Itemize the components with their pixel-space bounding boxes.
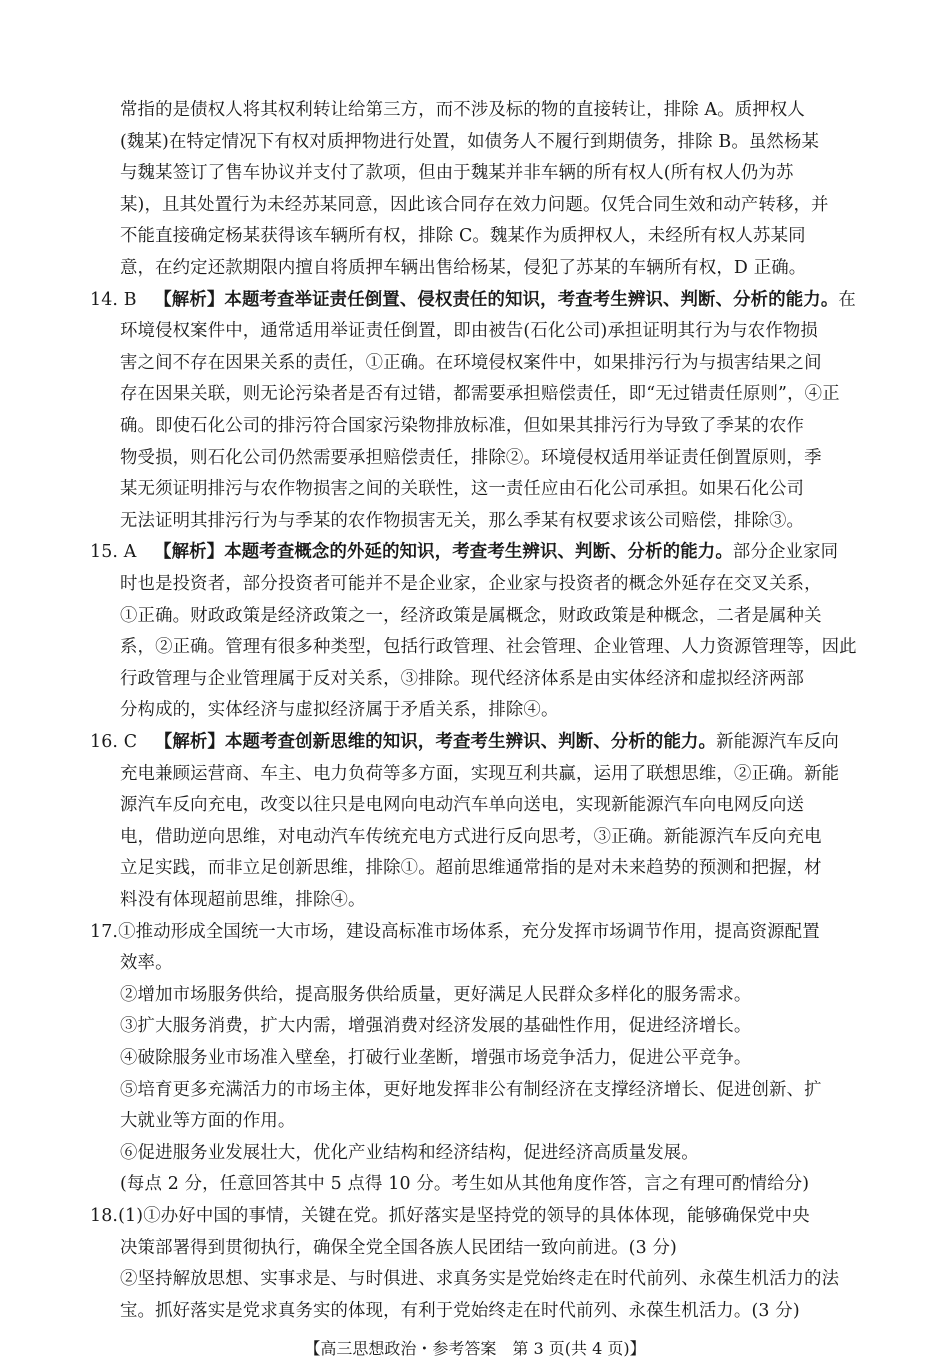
text-line: 与魏某签订了售车协议并支付了款项，但由于魏某并非车辆的所有权人(所有权人仍为苏 bbox=[120, 163, 794, 183]
text-line: 存在因果关联，则无论污染者是否有过错，都需要承担赔偿责任，即“无过错责任原则”，④正 bbox=[120, 384, 840, 404]
question-number: 15. A bbox=[90, 542, 137, 562]
question-first-line bbox=[90, 921, 820, 943]
text-segment: 部分企业家同 bbox=[732, 542, 839, 562]
analysis-heading: 【解析】本题考查创新思维的知识，考查考生辨识、判断、分析的能力。 bbox=[154, 732, 717, 752]
text-line: 源汽车反向充电，改变以往只是电网向电动汽车单向送电，实现新能源汽车向电网反向送 bbox=[120, 795, 805, 815]
question-first-line bbox=[90, 1205, 810, 1227]
text-line: ②坚持解放思想、实事求是、与时俱进、求真务实是党始终走在时代前列、永葆生机活力的法 bbox=[120, 1269, 840, 1289]
text-line: ⑤培育更多充满活力的市场主体，更好地发挥非公有制经济在支撑经济增长、促进创新、扩 bbox=[120, 1080, 822, 1100]
analysis-heading: 【解析】本题考查概念的外延的知识，考查考生辨识、判断、分析的能力。 bbox=[154, 542, 733, 562]
page-footer: 【高三思想政治・参考答案 第 3 页(共 4 页)】 bbox=[304, 1339, 646, 1358]
text-line: 决策部署得到贯彻执行，确保全党全国各族人民团结一致向前进。(3 分) bbox=[120, 1238, 677, 1258]
text-line: 电，借助逆向思维，对电动汽车传统充电方式进行反向思考，③正确。新能源汽车反向充电 bbox=[120, 827, 822, 847]
text-line: 害之间不存在因果关系的责任，①正确。在环境侵权案件中，如果排污行为与损害结果之间 bbox=[120, 353, 822, 373]
text-segment: (1)①办好中国的事情，关键在党。抓好落实是坚持党的领导的具体体现，能够确保党中央 bbox=[118, 1206, 810, 1226]
question-number: 16. C bbox=[90, 732, 138, 752]
text-line: 意，在约定还款期限内擅自将质押车辆出售给杨某，侵犯了苏某的车辆所有权，D 正确。 bbox=[120, 258, 807, 278]
text-line: 效率。 bbox=[120, 953, 173, 973]
text-line: 大就业等方面的作用。 bbox=[120, 1111, 296, 1131]
text-line: 不能直接确定杨某获得该车辆所有权，排除 C。魏某作为质押权人，未经所有权人苏某同 bbox=[120, 226, 806, 246]
text-segment: 新能源汽车反向 bbox=[716, 732, 839, 752]
analysis-heading: 【解析】本题考查举证责任倒置、侵权责任的知识，考查考生辨识、判断、分析的能力。 bbox=[154, 290, 839, 310]
text-line: 环境侵权案件中，通常适用举证责任倒置，即由被告(石化公司)承担证明其行为与农作物损 bbox=[120, 321, 818, 341]
text-line: ⑥促进服务业发展壮大，优化产业结构和经济结构，促进经济高质量发展。 bbox=[120, 1143, 699, 1163]
text-line: ①正确。财政政策是经济政策之一，经济政策是属概念，财政政策是种概念，二者是属种关 bbox=[120, 606, 822, 626]
text-line: (每点 2 分，任意回答其中 5 点得 10 分。考生如从其他角度作答，言之有理可酌情给分) bbox=[120, 1174, 810, 1194]
text-line: 某无须证明排污与农作物损害之间的关联性，这一责任应由石化公司承担。如果石化公司 bbox=[120, 479, 805, 499]
text-line: 立足实践，而非立足创新思维，排除①。超前思维通常指的是对未来趋势的预测和把握，材 bbox=[120, 858, 822, 878]
text-line: ②增加市场服务供给，提高服务供给质量，更好满足人民群众多样化的服务需求。 bbox=[120, 985, 752, 1005]
question-first-line bbox=[90, 289, 856, 311]
text-line: 无法证明其排污行为与季某的农作物损害无关，那么季某有权要求该公司赔偿，排除③。 bbox=[120, 511, 805, 531]
text-segment: 在 bbox=[838, 290, 856, 310]
text-line: 宝。抓好落实是党求真务实的体现，有利于党始终走在时代前列、永葆生机活力。(3 分) bbox=[120, 1301, 800, 1321]
question-first-line bbox=[90, 541, 838, 563]
question-first-line bbox=[90, 731, 839, 753]
text-line: 物受损，则石化公司仍然需要承担赔偿责任，排除②。环境侵权适用举证责任倒置原则，季 bbox=[120, 448, 822, 468]
text-line: 确。即使石化公司的排污符合国家污染物排放标准，但如果其排污行为导致了季某的农作 bbox=[120, 416, 805, 436]
text-line: 常指的是债权人将其权利转让给第三方，而不涉及标的物的直接转让，排除 A。质押权人 bbox=[120, 100, 805, 120]
text-line: ④破除服务业市场准入壁垒，打破行业垄断，增强市场竞争活力，促进公平竞争。 bbox=[120, 1048, 752, 1068]
question-number: 18. bbox=[90, 1206, 119, 1226]
text-line: 某)，且其处置行为未经苏某同意，因此该合同存在效力问题。仅凭合同生效和动产转移，并 bbox=[120, 195, 829, 215]
text-line: 分构成的，实体经济与虚拟经济属于矛盾关系，排除④。 bbox=[120, 700, 559, 720]
question-number: 17. bbox=[90, 922, 119, 942]
text-segment: ①推动形成全国统一大市场，建设高标准市场体系，充分发挥市场调节作用，提高资源配置 bbox=[118, 922, 820, 942]
text-line: 行政管理与企业管理属于反对关系，③排除。现代经济体系是由实体经济和虚拟经济两部 bbox=[120, 669, 805, 689]
text-line: 系，②正确。管理有很多种类型，包括行政管理、社会管理、企业管理、人力资源管理等，因此 bbox=[120, 637, 857, 657]
text-line: 料没有体现超前思维，排除④。 bbox=[120, 890, 366, 910]
question-number: 14. B bbox=[90, 290, 137, 310]
text-line: (魏某)在特定情况下有权对质押物进行处置，如债务人不履行到期债务，排除 B。虽然杨某 bbox=[120, 132, 820, 152]
text-line: ③扩大服务消费，扩大内需，增强消费对经济发展的基础性作用，促进经济增长。 bbox=[120, 1016, 752, 1036]
text-line: 时也是投资者，部分投资者可能并不是企业家，企业家与投资者的概念外延存在交叉关系， bbox=[120, 574, 822, 594]
text-line: 充电兼顾运营商、车主、电力负荷等多方面，实现互利共赢，运用了联想思维，②正确。新能 bbox=[120, 764, 840, 784]
